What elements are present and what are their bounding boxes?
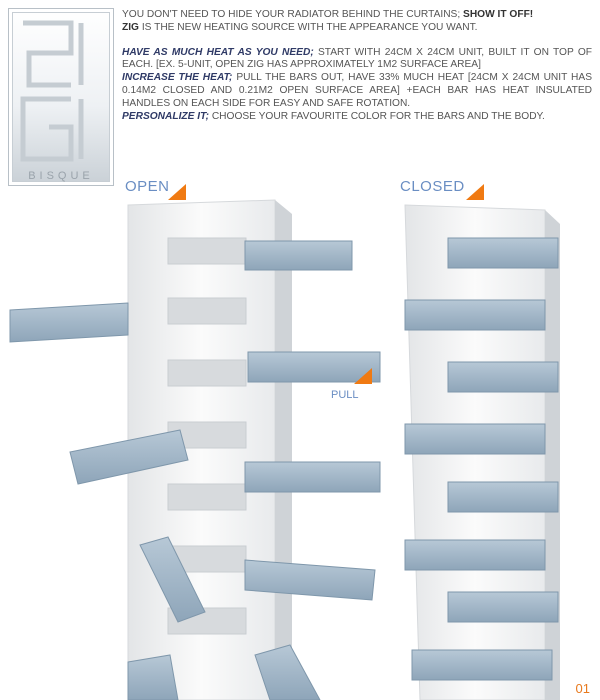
brand-name: BISQUE — [28, 170, 94, 182]
product-name: ZIG — [122, 21, 139, 33]
intro-text-2: IS THE NEW HEATING SOURCE WITH THE APPEARANCE YOU WANT. — [141, 21, 478, 33]
feature-2-title: INCREASE THE HEAT; — [122, 72, 233, 84]
show-it-off: SHOW IT OFF! — [463, 9, 534, 20]
open-label: OPEN — [125, 178, 170, 195]
feature-3-title: PERSONALIZE IT; — [122, 110, 209, 122]
intro-text: YOU DON'T NEED TO HIDE YOUR RADIATOR BEHIND THE CURTAINS; — [122, 9, 461, 20]
closed-radiator — [405, 205, 560, 700]
feature-1-text: START WITH 24CM X 24CM UNIT, BUILT IT ON TOP OF EACH. [EX. 5-UNIT, OPEN ZIG HAS APPROXIMATELY 1M2 SURFACE AREA] — [122, 46, 592, 71]
feature-1-title: HAVE AS MUCH HEAT AS YOU NEED; — [122, 46, 314, 58]
pull-label: PULL — [331, 389, 359, 401]
page-number: 01 — [575, 681, 590, 696]
open-arrow-icon — [168, 184, 186, 200]
feature-3-text: CHOOSE YOUR FAVOURITE COLOR FOR THE BARS AND THE BODY. — [211, 110, 545, 122]
open-radiator — [10, 200, 380, 700]
closed-arrow-icon — [466, 184, 484, 200]
closed-label: CLOSED — [400, 178, 465, 195]
feature-2-text: PULL THE BARS OUT, HAVE 33% MUCH HEAT [24CM X 24CM UNIT HAS 0.14M2 CLOSED AND 0.21M2 OPEN SURFACE AREA] +EACH BAR HAS HEAT INSULATED HANDLES ON EACH SIDE FOR EASY AND SAFE ROTATION. — [122, 72, 592, 109]
